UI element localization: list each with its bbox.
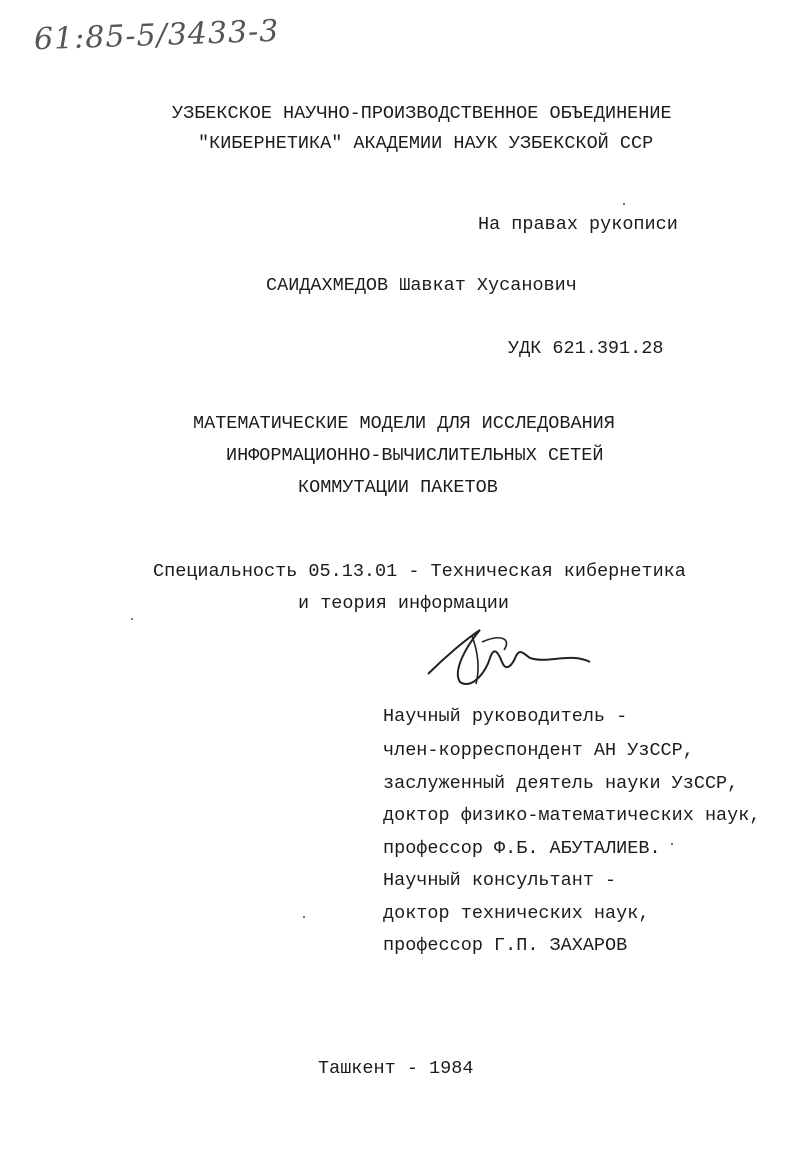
- supervisor-line-1: Научный руководитель -: [383, 706, 628, 727]
- scan-speck: [623, 203, 625, 205]
- title-line-2: ИНФОРМАЦИОННО-ВЫЧИСЛИТЕЛЬНЫХ СЕТЕЙ: [226, 445, 604, 466]
- specialty-line-2: и теория информации: [298, 593, 509, 614]
- consultant-line-3: профессор Г.П. ЗАХАРОВ: [383, 935, 628, 956]
- scan-speck: [303, 916, 305, 918]
- place-year: Ташкент - 1984: [318, 1058, 474, 1079]
- supervisor-line-4: доктор физико-математических наук,: [383, 805, 761, 826]
- supervisor-line-2: член-корреспондент АН УзССР,: [383, 740, 694, 761]
- signature: [420, 622, 600, 692]
- specialty-line-1: Специальность 05.13.01 - Техническая кибернетика: [153, 561, 686, 582]
- title-line-1: МАТЕМАТИЧЕСКИЕ МОДЕЛИ ДЛЯ ИССЛЕДОВАНИЯ: [193, 413, 615, 434]
- scan-speck: [671, 843, 673, 845]
- organization-line-2: "КИБЕРНЕТИКА" АКАДЕМИИ НАУК УЗБЕКСКОЙ ССР: [198, 133, 654, 154]
- consultant-line-1: Научный консультант -: [383, 870, 617, 891]
- supervisor-line-5: профессор Ф.Б. АБУТАЛИЕВ.: [383, 838, 661, 859]
- handwritten-archive-mark: 61:85-5/3433-3: [33, 13, 280, 58]
- scan-speck: [131, 618, 133, 620]
- author-name: САИДАХМЕДОВ Шавкат Хусанович: [266, 275, 577, 296]
- supervisor-line-3: заслуженный деятель науки УзССР,: [383, 773, 739, 794]
- title-line-3: КОММУТАЦИИ ПАКЕТОВ: [298, 477, 498, 498]
- manuscript-rights: На правах рукописи: [478, 214, 678, 235]
- consultant-line-2: доктор технических наук,: [383, 903, 650, 924]
- udc-code: УДК 621.391.28: [508, 338, 664, 359]
- organization-line-1: УЗБЕКСКОЕ НАУЧНО-ПРОИЗВОДСТВЕННОЕ ОБЪЕДИНЕНИЕ: [172, 103, 672, 124]
